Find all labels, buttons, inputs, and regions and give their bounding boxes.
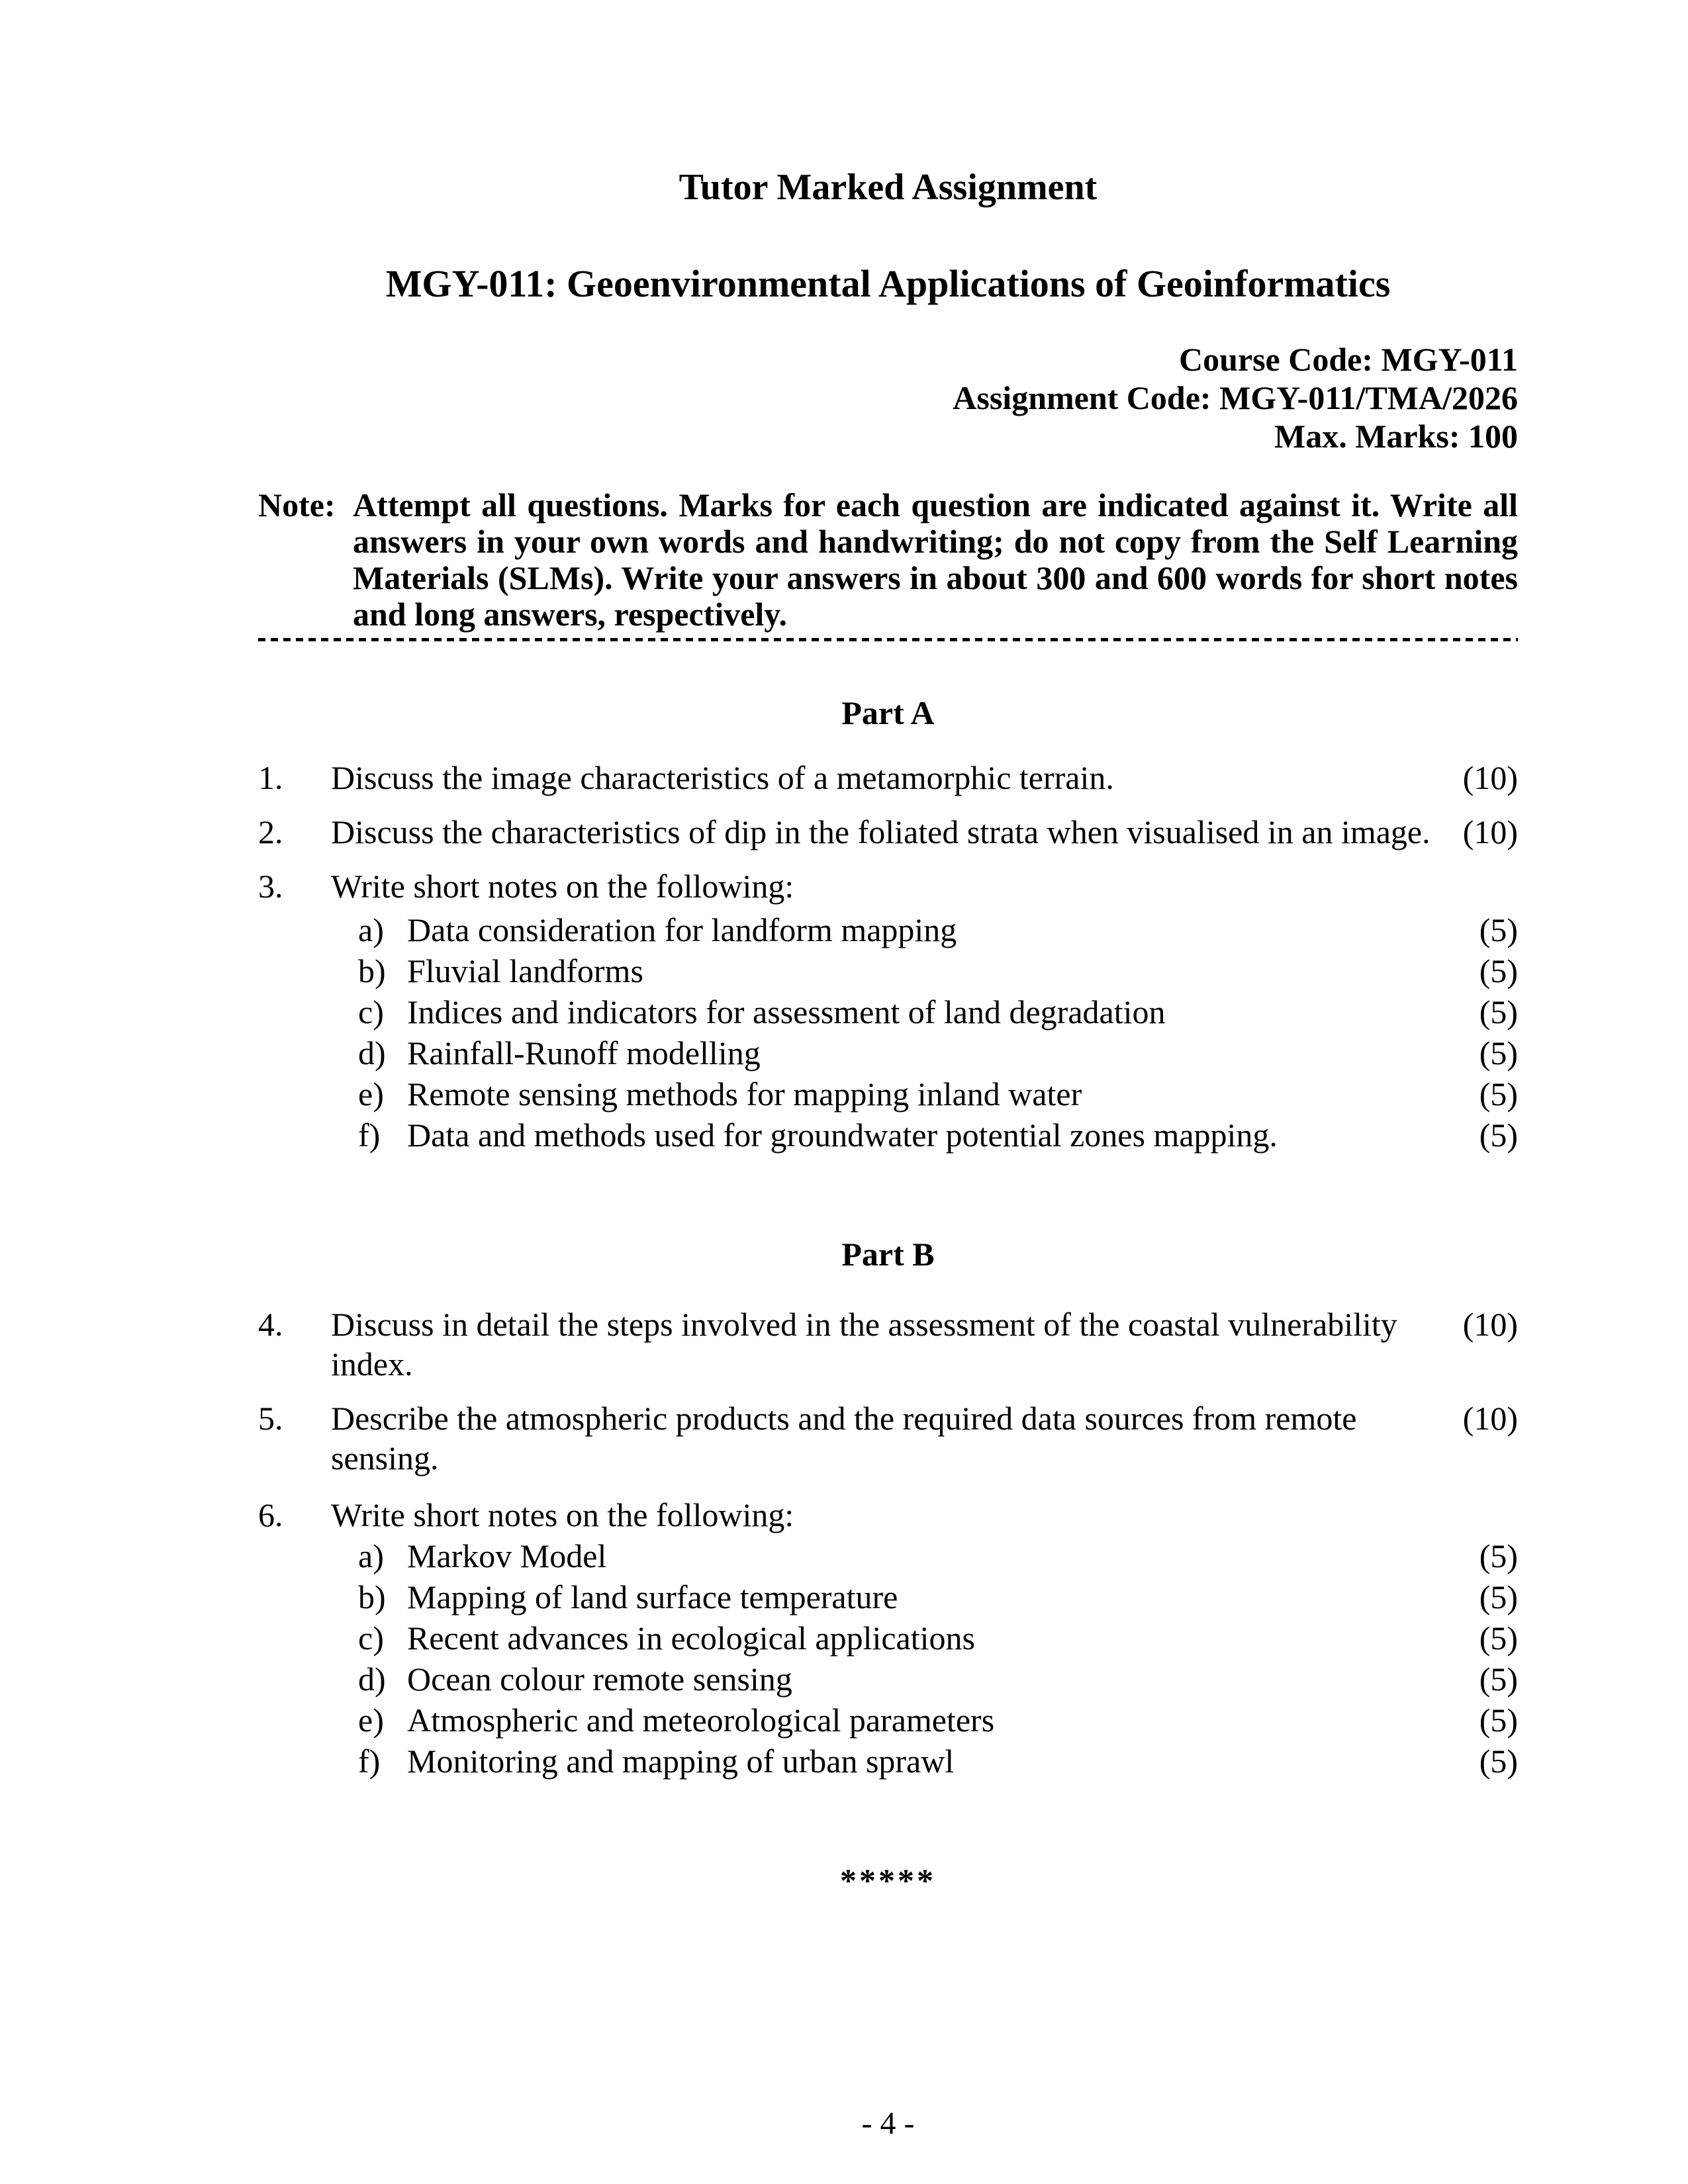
subitem-text: Recent advances in ecological applications bbox=[407, 1619, 975, 1657]
subitem-letter: d) bbox=[358, 1034, 386, 1071]
question-row-1 bbox=[258, 758, 1518, 797]
subitem-text: Ocean colour remote sensing bbox=[407, 1661, 792, 1698]
subitem-marks: (5) bbox=[1479, 1578, 1518, 1615]
question-text: Discuss in detail the steps involved in the assessment of the coastal vulnerability index. bbox=[331, 1306, 1397, 1383]
subitem-row-6c bbox=[258, 1618, 1518, 1658]
subitem-letter: a) bbox=[358, 1537, 384, 1574]
subitem-row-6a bbox=[258, 1536, 1518, 1576]
subitem-letter: b) bbox=[358, 952, 386, 989]
subitem-letter: e) bbox=[358, 1075, 384, 1113]
question-number: 5. bbox=[258, 1400, 283, 1437]
note-label: Note: bbox=[258, 486, 336, 523]
end-marker: ***** bbox=[840, 1862, 936, 1899]
subitem-marks: (5) bbox=[1479, 1619, 1518, 1657]
part-b-heading: Part B bbox=[841, 1236, 935, 1273]
max-marks: Max. Marks: 100 bbox=[1274, 418, 1518, 455]
subitem-letter: e) bbox=[358, 1702, 384, 1739]
subitem-text: Fluvial landforms bbox=[407, 952, 643, 989]
question-number: 2. bbox=[258, 813, 283, 850]
subitem-marks: (5) bbox=[1479, 1702, 1518, 1739]
subitem-letter: f) bbox=[358, 1116, 381, 1154]
dashed-separator bbox=[258, 638, 1518, 641]
subitem-row-3d bbox=[258, 1033, 1518, 1073]
question-row-3 bbox=[258, 866, 1518, 906]
question-row-4 bbox=[258, 1304, 1518, 1384]
subitem-marks: (5) bbox=[1479, 1034, 1518, 1071]
subitem-row-3a bbox=[258, 910, 1518, 950]
subitem-text: Data consideration for landform mapping bbox=[407, 911, 957, 948]
subitem-text: Rainfall-Runoff modelling bbox=[407, 1034, 761, 1071]
subitem-marks: (5) bbox=[1479, 1116, 1518, 1154]
subitem-text: Indices and indicators for assessment of land degradation bbox=[407, 993, 1166, 1030]
subitem-marks: (5) bbox=[1479, 1661, 1518, 1698]
question-number: 4. bbox=[258, 1306, 283, 1343]
subitem-row-3b bbox=[258, 951, 1518, 991]
page-number: - 4 - bbox=[861, 2106, 915, 2141]
question-text: Write short notes on the following: bbox=[331, 1496, 794, 1533]
question-text: Write short notes on the following: bbox=[331, 868, 794, 905]
subitem-marks: (5) bbox=[1479, 1075, 1518, 1113]
subitem-text: Atmospheric and meteorological parameters bbox=[407, 1702, 995, 1739]
subitem-marks: (5) bbox=[1479, 993, 1518, 1030]
question-text: Discuss the characteristics of dip in the foliated strata when visualised in an image. bbox=[331, 813, 1430, 850]
question-marks: (10) bbox=[1462, 759, 1518, 796]
question-row-5 bbox=[258, 1398, 1518, 1478]
subitem-letter: c) bbox=[358, 1619, 384, 1657]
question-marks: (10) bbox=[1462, 1306, 1518, 1343]
note-text: Attempt all questions. Marks for each question are indicated against it. Write all answers in your own words and handwriting; do not copy from the Self Learning Materials (SLMs). Write your answers in about 300 and 600 words for short notes and long answers, respectively. bbox=[353, 486, 1518, 633]
assignment-code: Assignment Code: MGY-011/TMA/2026 bbox=[953, 379, 1518, 416]
subitem-marks: (5) bbox=[1479, 1537, 1518, 1574]
course-title: MGY-011: Geoenvironmental Applications of Geoinformatics bbox=[385, 262, 1391, 305]
page-title: Tutor Marked Assignment bbox=[679, 167, 1098, 208]
subitem-row-6b bbox=[258, 1577, 1518, 1617]
subitem-text: Remote sensing methods for mapping inland water bbox=[407, 1075, 1082, 1113]
subitem-row-3f bbox=[258, 1115, 1518, 1155]
subitem-text: Markov Model bbox=[407, 1537, 607, 1574]
subitem-text: Mapping of land surface temperature bbox=[407, 1578, 898, 1615]
subitem-letter: c) bbox=[358, 993, 384, 1030]
part-a-heading: Part A bbox=[841, 694, 935, 731]
subitem-marks: (5) bbox=[1479, 1743, 1518, 1780]
question-row-6 bbox=[258, 1495, 1518, 1535]
question-number: 6. bbox=[258, 1496, 283, 1533]
question-marks: (10) bbox=[1462, 1400, 1518, 1437]
note-block bbox=[258, 487, 1518, 633]
subitem-row-3e bbox=[258, 1074, 1518, 1114]
question-text: Describe the atmospheric products and the required data sources from remote sensing. bbox=[331, 1400, 1357, 1477]
subitem-row-3c bbox=[258, 992, 1518, 1032]
subitem-letter: d) bbox=[358, 1661, 386, 1698]
subitem-marks: (5) bbox=[1479, 952, 1518, 989]
question-number: 3. bbox=[258, 868, 283, 905]
subitem-letter: a) bbox=[358, 911, 384, 948]
subitem-letter: b) bbox=[358, 1578, 386, 1615]
question-number: 1. bbox=[258, 759, 283, 796]
question-6-subitems bbox=[258, 1536, 1518, 1781]
subitem-letter: f) bbox=[358, 1743, 381, 1780]
question-row-2 bbox=[258, 812, 1518, 852]
subitem-row-6d bbox=[258, 1659, 1518, 1699]
subitem-row-6f bbox=[258, 1741, 1518, 1781]
subitem-row-6e bbox=[258, 1700, 1518, 1740]
subitem-text: Data and methods used for groundwater potential zones mapping. bbox=[407, 1116, 1278, 1154]
question-3-subitems bbox=[258, 910, 1518, 1155]
course-code: Course Code: MGY-011 bbox=[1178, 341, 1518, 378]
subitem-text: Monitoring and mapping of urban sprawl bbox=[407, 1743, 955, 1780]
question-marks: (10) bbox=[1462, 813, 1518, 850]
question-text: Discuss the image characteristics of a metamorphic terrain. bbox=[331, 759, 1114, 796]
assignment-meta bbox=[258, 340, 1518, 455]
subitem-marks: (5) bbox=[1479, 911, 1518, 948]
